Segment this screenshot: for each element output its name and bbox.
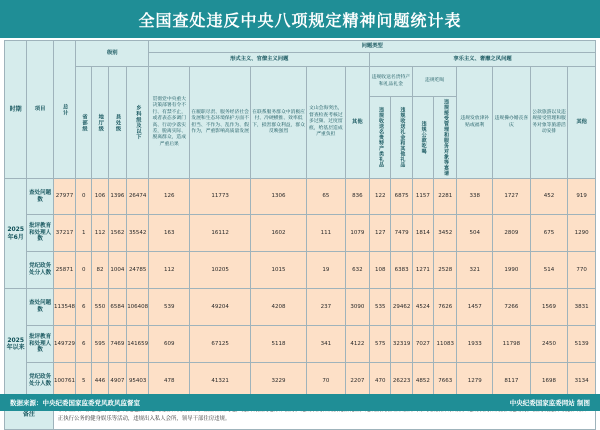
table-cell: 237 <box>307 289 346 326</box>
table-cell: 6 <box>76 289 92 326</box>
table-cell: 26474 <box>126 179 148 215</box>
table-cell: 3452 <box>434 215 457 252</box>
table-cell: 7626 <box>434 289 457 326</box>
table-cell: 112 <box>149 252 190 289</box>
table-cell: 106408 <box>126 289 148 326</box>
header-item: 项目 <box>27 41 53 179</box>
footer <box>0 394 600 411</box>
table-cell: 1271 <box>412 252 433 289</box>
table-cell: 8117 <box>493 363 531 400</box>
table-cell: 1 <box>76 215 92 252</box>
period-label: 2025年以来 <box>5 289 27 400</box>
table-cell: 10205 <box>190 252 251 289</box>
table-cell: 1933 <box>457 326 493 363</box>
header-formalism-col-4: 文山会海突出，督查检查考核过多过频、过度留痕，给基层造成严重负担 <box>307 67 346 179</box>
table-cell: 11083 <box>434 326 457 363</box>
table-cell: 2207 <box>345 363 369 400</box>
table-cell: 1290 <box>568 215 596 252</box>
table-cell: 67125 <box>190 326 251 363</box>
table-cell: 106 <box>92 179 108 215</box>
table-cell: 1698 <box>530 363 568 400</box>
header-hedonism-col-other: 其他 <box>568 67 596 179</box>
header-level: 级别 <box>76 41 149 67</box>
header-level-township: 乡科级及以下 <box>126 67 148 179</box>
table-cell: 7027 <box>412 326 433 363</box>
header-hedonism-col-3: 公款旅游以及违规接受管理和服务对象等旅游活动安排 <box>530 67 568 179</box>
table-cell: 1562 <box>108 215 126 252</box>
table-cell: 321 <box>457 252 493 289</box>
table-cell: 7479 <box>391 215 412 252</box>
table-cell: 1602 <box>251 215 307 252</box>
table-cell: 446 <box>92 363 108 400</box>
header-problem-type: 问题类型 <box>149 41 596 53</box>
header-hedonism-group: 享乐主义、奢靡之风问题 <box>370 53 596 67</box>
table-cell: 82 <box>92 252 108 289</box>
table-cell: 122 <box>370 179 391 215</box>
table-cell: 5 <box>76 363 92 400</box>
header-formalism-col-other: 其他 <box>345 67 369 179</box>
header-level-prefectural: 地厅级 <box>92 67 108 179</box>
header-formalism-col-2: 在履职尽责、服务经济社会发展和生态环境保护方面不担当、不作为、乱作为、假作为，严重影响高质量发展 <box>190 67 251 179</box>
table-cell: 26223 <box>391 363 412 400</box>
table-cell: 7663 <box>434 363 457 400</box>
table-cell: 25871 <box>53 252 75 289</box>
row-item-label: 批评教育和处理人数 <box>27 326 53 363</box>
table-cell: 6584 <box>108 289 126 326</box>
table-cell: 24785 <box>126 252 148 289</box>
table-cell: 0 <box>76 252 92 289</box>
table-cell: 836 <box>345 179 369 215</box>
table-cell: 550 <box>92 289 108 326</box>
header-hedonism-col-1: 违规发放津补贴或福利 <box>457 67 493 179</box>
table-cell: 149729 <box>53 326 75 363</box>
header-eating-group: 违规吃喝 <box>412 67 457 97</box>
table-row <box>5 252 596 289</box>
table-cell: 452 <box>530 179 568 215</box>
table-cell: 338 <box>457 179 493 215</box>
table-cell: 49204 <box>190 289 251 326</box>
table-cell: 6383 <box>391 252 412 289</box>
table-cell: 65 <box>307 179 346 215</box>
header-formalism-col-1: 贯彻党中央重大决策部署有令不行、有禁不止，或者表态多调门高、行动少落实差，脱离实际、脱离群众，造成严重后果 <box>149 67 190 179</box>
table-cell: 11798 <box>493 326 531 363</box>
table-cell: 539 <box>149 289 190 326</box>
table-cell: 163 <box>149 215 190 252</box>
table-cell: 3831 <box>568 289 596 326</box>
table-cell: 632 <box>345 252 369 289</box>
header-gifts-col-2: 违规收送礼金和其他礼品 <box>391 97 412 179</box>
table-cell: 3090 <box>345 289 369 326</box>
header-level-county: 县处级 <box>108 67 126 179</box>
table-cell: 4208 <box>251 289 307 326</box>
table-cell: 4907 <box>108 363 126 400</box>
row-item-label: 党纪政务处分人数 <box>27 363 53 400</box>
footer-credit: 中央纪委国家监委网站 制图 <box>509 399 590 407</box>
table-cell: 19 <box>307 252 346 289</box>
table-cell: 70 <box>307 363 346 400</box>
table-cell: 1396 <box>108 179 126 215</box>
table-cell: 1015 <box>251 252 307 289</box>
header-period: 时期 <box>5 41 27 179</box>
row-item-label: 查处问题数 <box>27 289 53 326</box>
table-cell: 95403 <box>126 363 148 400</box>
table-cell: 1457 <box>457 289 493 326</box>
table-cell: 4524 <box>412 289 433 326</box>
table-cell: 1079 <box>345 215 369 252</box>
table-cell: 6 <box>76 326 92 363</box>
table-cell: 41321 <box>190 363 251 400</box>
table-cell: 27977 <box>53 179 75 215</box>
table-cell: 1814 <box>412 215 433 252</box>
table-cell: 141659 <box>126 326 148 363</box>
table-cell: 1727 <box>493 179 531 215</box>
table-cell: 11773 <box>190 179 251 215</box>
table-cell: 575 <box>370 326 391 363</box>
table-cell: 113548 <box>53 289 75 326</box>
header-formalism-group: 形式主义、官僚主义问题 <box>149 53 370 67</box>
table-cell: 32319 <box>391 326 412 363</box>
table-cell: 609 <box>149 326 190 363</box>
header-eating-col-1: 违规公款吃喝 <box>412 97 433 179</box>
table-cell: 478 <box>149 363 190 400</box>
table-cell: 5118 <box>251 326 307 363</box>
table-cell: 2450 <box>530 326 568 363</box>
table-cell: 919 <box>568 179 596 215</box>
table-cell: 100761 <box>53 363 75 400</box>
table-cell: 1004 <box>108 252 126 289</box>
table-cell: 1279 <box>457 363 493 400</box>
header-gifts-group: 违规收送名贵特产和礼品礼金 <box>370 67 413 97</box>
table-cell: 7469 <box>108 326 126 363</box>
table-cell: 6875 <box>391 179 412 215</box>
header-hedonism-col-2: 违规操办婚丧喜庆 <box>493 67 531 179</box>
header-eating-col-2: 违规接受管理和服务对象等宴请 <box>434 97 457 179</box>
table-cell: 4852 <box>412 363 433 400</box>
note-label: 备注 <box>5 400 54 430</box>
table-cell: 341 <box>307 326 346 363</box>
table-cell: 3134 <box>568 363 596 400</box>
table-row <box>5 215 596 252</box>
table-cell: 595 <box>92 326 108 363</box>
table-cell: 29462 <box>391 289 412 326</box>
table-cell: 37217 <box>53 215 75 252</box>
table-cell: 4122 <box>345 326 369 363</box>
table-cell: 7266 <box>493 289 531 326</box>
table-cell: 16112 <box>190 215 251 252</box>
row-item-label: 党纪政务处分人数 <box>27 252 53 289</box>
header-gifts-col-1: 违规收送名贵特产类礼品 <box>370 97 391 179</box>
table-cell: 0 <box>76 179 92 215</box>
table-cell: 112 <box>92 215 108 252</box>
table-cell: 111 <box>307 215 346 252</box>
table-cell: 1990 <box>493 252 531 289</box>
table-cell: 675 <box>530 215 568 252</box>
table-cell: 127 <box>370 215 391 252</box>
table-cell: 126 <box>149 179 190 215</box>
table-cell: 5139 <box>568 326 596 363</box>
row-item-label: 查处问题数 <box>27 179 53 215</box>
table-cell: 2528 <box>434 252 457 289</box>
table-cell: 770 <box>568 252 596 289</box>
statistics-table <box>4 40 596 430</box>
table-cell: 108 <box>370 252 391 289</box>
table-cell: 1306 <box>251 179 307 215</box>
table-cell: 514 <box>530 252 568 289</box>
row-item-label: 批评教育和处理人数 <box>27 215 53 252</box>
header-level-ministerial: 省部级 <box>76 67 92 179</box>
table-cell: 470 <box>370 363 391 400</box>
footer-source: 数据来源：中央纪委国家监委党风政风监督室 <box>10 399 140 407</box>
table-cell: 35542 <box>126 215 148 252</box>
table-title: 全国查处违反中央八项规定精神问题统计表 <box>0 0 600 38</box>
table-row <box>5 289 596 326</box>
header-formalism-col-3: 在联系服务群众中消极应付、冷硬横推、效率低下，损害群众利益，群众反映强烈 <box>251 67 307 179</box>
table-row <box>5 326 596 363</box>
note-text: 正执行公务的健身娱乐等活动，违规出入私人会所，领导干部住房违规。 <box>53 400 595 430</box>
header-total: 总计 <box>53 41 75 179</box>
table-cell: 504 <box>457 215 493 252</box>
table-row <box>5 179 596 215</box>
table-cell: 3229 <box>251 363 307 400</box>
period-label: 2025年6月 <box>5 179 27 289</box>
table-cell: 1157 <box>412 179 433 215</box>
table-cell: 535 <box>370 289 391 326</box>
table-cell: 2281 <box>434 179 457 215</box>
table-cell: 2809 <box>493 215 531 252</box>
table-cell: 1569 <box>530 289 568 326</box>
